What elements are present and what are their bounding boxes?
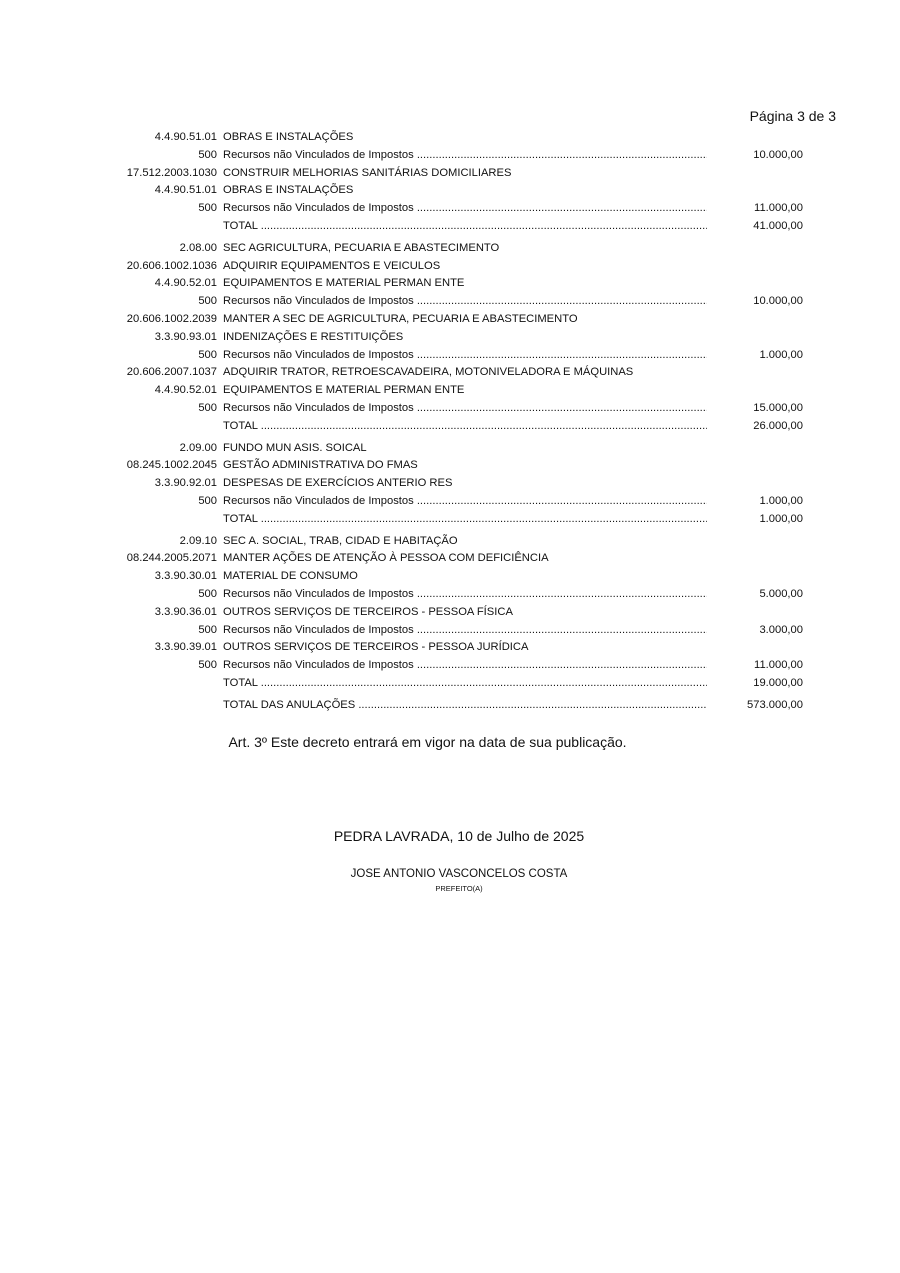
row-code: 4.4.90.52.01 <box>154 277 217 290</box>
budget-row <box>0 311 900 329</box>
row-code: 20.606.2007.1037 <box>126 366 217 379</box>
budget-row <box>0 258 900 276</box>
row-amount: 573.000,00 <box>747 698 803 711</box>
budget-row <box>0 511 900 529</box>
row-description: Recursos não Vinculados de Impostos ..... <box>223 622 707 640</box>
budget-row <box>0 382 900 400</box>
row-description: Recursos não Vinculados de Impostos ..... <box>223 586 707 604</box>
row-description: TOTAL ..... <box>223 218 707 236</box>
row-amount: 41.000,00 <box>753 219 803 232</box>
budget-row <box>0 329 900 347</box>
row-description: SEC AGRICULTURA, PECUARIA E ABASTECIMENTO <box>223 241 500 254</box>
row-description: Recursos não Vinculados de Impostos ..... <box>223 200 707 218</box>
row-description: EQUIPAMENTOS E MATERIAL PERMAN ENTE <box>223 277 465 290</box>
budget-row <box>0 364 900 382</box>
budget-row <box>0 147 900 165</box>
row-description: MANTER A SEC DE AGRICULTURA, PECUARIA E ABASTECIMENTO <box>223 312 578 325</box>
budget-row <box>0 129 900 147</box>
place-date: PEDRA LAVRADA, 10 de Julho de 2025 <box>333 828 585 844</box>
row-amount: 10.000,00 <box>753 295 803 308</box>
budget-row <box>0 400 900 418</box>
row-amount: 1.000,00 <box>759 512 803 525</box>
row-code: 500 <box>198 587 217 600</box>
row-code: 3.3.90.93.01 <box>154 330 217 343</box>
budget-row <box>0 604 900 622</box>
row-code: 500 <box>198 148 217 161</box>
budget-row <box>0 675 900 693</box>
row-code: 3.3.90.30.01 <box>154 570 217 583</box>
row-code: 3.3.90.36.01 <box>154 605 217 618</box>
row-code: 500 <box>198 401 217 414</box>
row-amount: 19.000,00 <box>753 676 803 689</box>
signer-role: PREFEITO(A) <box>435 884 483 893</box>
budget-row <box>0 697 900 715</box>
row-description: OUTROS SERVIÇOS DE TERCEIROS - PESSOA FÍSICA <box>223 605 513 618</box>
row-code: 500 <box>198 202 217 215</box>
row-code: 08.245.1002.2045 <box>126 459 217 472</box>
row-code: 500 <box>198 659 217 672</box>
row-code: 17.512.2003.1030 <box>126 166 217 179</box>
budget-row <box>0 622 900 640</box>
row-description: Recursos não Vinculados de Impostos ..... <box>223 657 707 675</box>
row-description: Recursos não Vinculados de Impostos ..... <box>223 293 707 311</box>
row-description: INDENIZAÇÕES E RESTITUIÇÕES <box>223 330 404 343</box>
row-description: OBRAS E INSTALAÇÕES <box>223 131 354 143</box>
row-code: 3.3.90.92.01 <box>154 477 217 490</box>
row-description: Recursos não Vinculados de Impostos ..... <box>223 347 707 365</box>
row-description: Recursos não Vinculados de Impostos ..... <box>223 147 707 165</box>
row-code: 2.08.00 <box>179 241 217 254</box>
row-amount: 1.000,00 <box>759 494 803 507</box>
row-description: MANTER AÇÕES DE ATENÇÃO À PESSOA COM DEFICIÊNCIA <box>223 552 549 565</box>
article-text: Art. 3º Este decreto entrará em vigor na data de sua publicação. <box>228 734 627 750</box>
budget-row <box>0 586 900 604</box>
row-code: 4.4.90.51.01 <box>154 184 217 197</box>
budget-row <box>0 475 900 493</box>
row-description: GESTÃO ADMINISTRATIVA DO FMAS <box>223 459 418 472</box>
row-description: TOTAL ..... <box>223 675 707 693</box>
row-description: EQUIPAMENTOS E MATERIAL PERMAN ENTE <box>223 384 465 397</box>
row-description: TOTAL DAS ANULAÇÕES ..... <box>223 697 707 715</box>
row-code: 2.09.00 <box>179 441 217 454</box>
row-code: 500 <box>198 623 217 636</box>
row-code: 20.606.1002.1036 <box>126 259 217 272</box>
budget-row <box>0 457 900 475</box>
row-description: ADQUIRIR EQUIPAMENTOS E VEICULOS <box>223 259 441 272</box>
budget-row <box>0 493 900 511</box>
row-amount: 5.000,00 <box>759 587 803 600</box>
row-code: 500 <box>198 494 217 507</box>
budget-row <box>0 165 900 183</box>
budget-row <box>0 240 900 258</box>
budget-row <box>0 533 900 551</box>
budget-row <box>0 418 900 436</box>
row-code: 500 <box>198 348 217 361</box>
row-description: TOTAL ..... <box>223 511 707 529</box>
budget-row <box>0 550 900 568</box>
budget-row <box>0 568 900 586</box>
row-amount: 26.000,00 <box>753 419 803 432</box>
budget-row <box>0 293 900 311</box>
budget-row <box>0 218 900 236</box>
row-description: DESPESAS DE EXERCÍCIOS ANTERIO RES <box>223 477 453 490</box>
row-description: SEC A. SOCIAL, TRAB, CIDAD E HABITAÇÃO <box>223 534 458 547</box>
signer-name: JOSE ANTONIO VASCONCELOS COSTA <box>350 868 568 880</box>
row-description: OUTROS SERVIÇOS DE TERCEIROS - PESSOA JURÍDICA <box>223 641 529 654</box>
budget-row <box>0 275 900 293</box>
row-description: ADQUIRIR TRATOR, RETROESCAVADEIRA, MOTONIVELADORA E MÁQUINAS <box>223 366 634 379</box>
budget-row <box>0 182 900 200</box>
budget-row <box>0 440 900 458</box>
budget-row <box>0 347 900 365</box>
row-description: TOTAL ..... <box>223 418 707 436</box>
row-description: FUNDO MUN ASIS. SOICAL <box>223 441 367 454</box>
row-code: 2.09.10 <box>179 534 217 547</box>
row-description: Recursos não Vinculados de Impostos ..... <box>223 400 707 418</box>
row-code: 3.3.90.39.01 <box>154 641 217 654</box>
row-amount: 1.000,00 <box>759 348 803 361</box>
budget-row <box>0 657 900 675</box>
budget-row <box>0 639 900 657</box>
budget-rows <box>0 129 900 715</box>
row-amount: 15.000,00 <box>753 401 803 414</box>
row-code: 20.606.1002.2039 <box>126 312 217 325</box>
page-number: Página 3 de 3 <box>749 108 836 124</box>
row-code: 4.4.90.51.01 <box>154 131 217 143</box>
row-code: 500 <box>198 295 217 308</box>
row-code: 08.244.2005.2071 <box>126 552 217 565</box>
row-description: Recursos não Vinculados de Impostos ..... <box>223 493 707 511</box>
row-amount: 11.000,00 <box>754 659 803 672</box>
row-description: MATERIAL DE CONSUMO <box>223 570 358 583</box>
row-amount: 10.000,00 <box>753 148 803 161</box>
row-code: 4.4.90.52.01 <box>154 384 217 397</box>
row-description: OBRAS E INSTALAÇÕES <box>223 184 354 197</box>
row-description: CONSTRUIR MELHORIAS SANITÁRIAS DOMICILIARES <box>223 166 512 179</box>
budget-row <box>0 200 900 218</box>
row-amount: 3.000,00 <box>759 623 803 636</box>
row-amount: 11.000,00 <box>754 202 803 215</box>
